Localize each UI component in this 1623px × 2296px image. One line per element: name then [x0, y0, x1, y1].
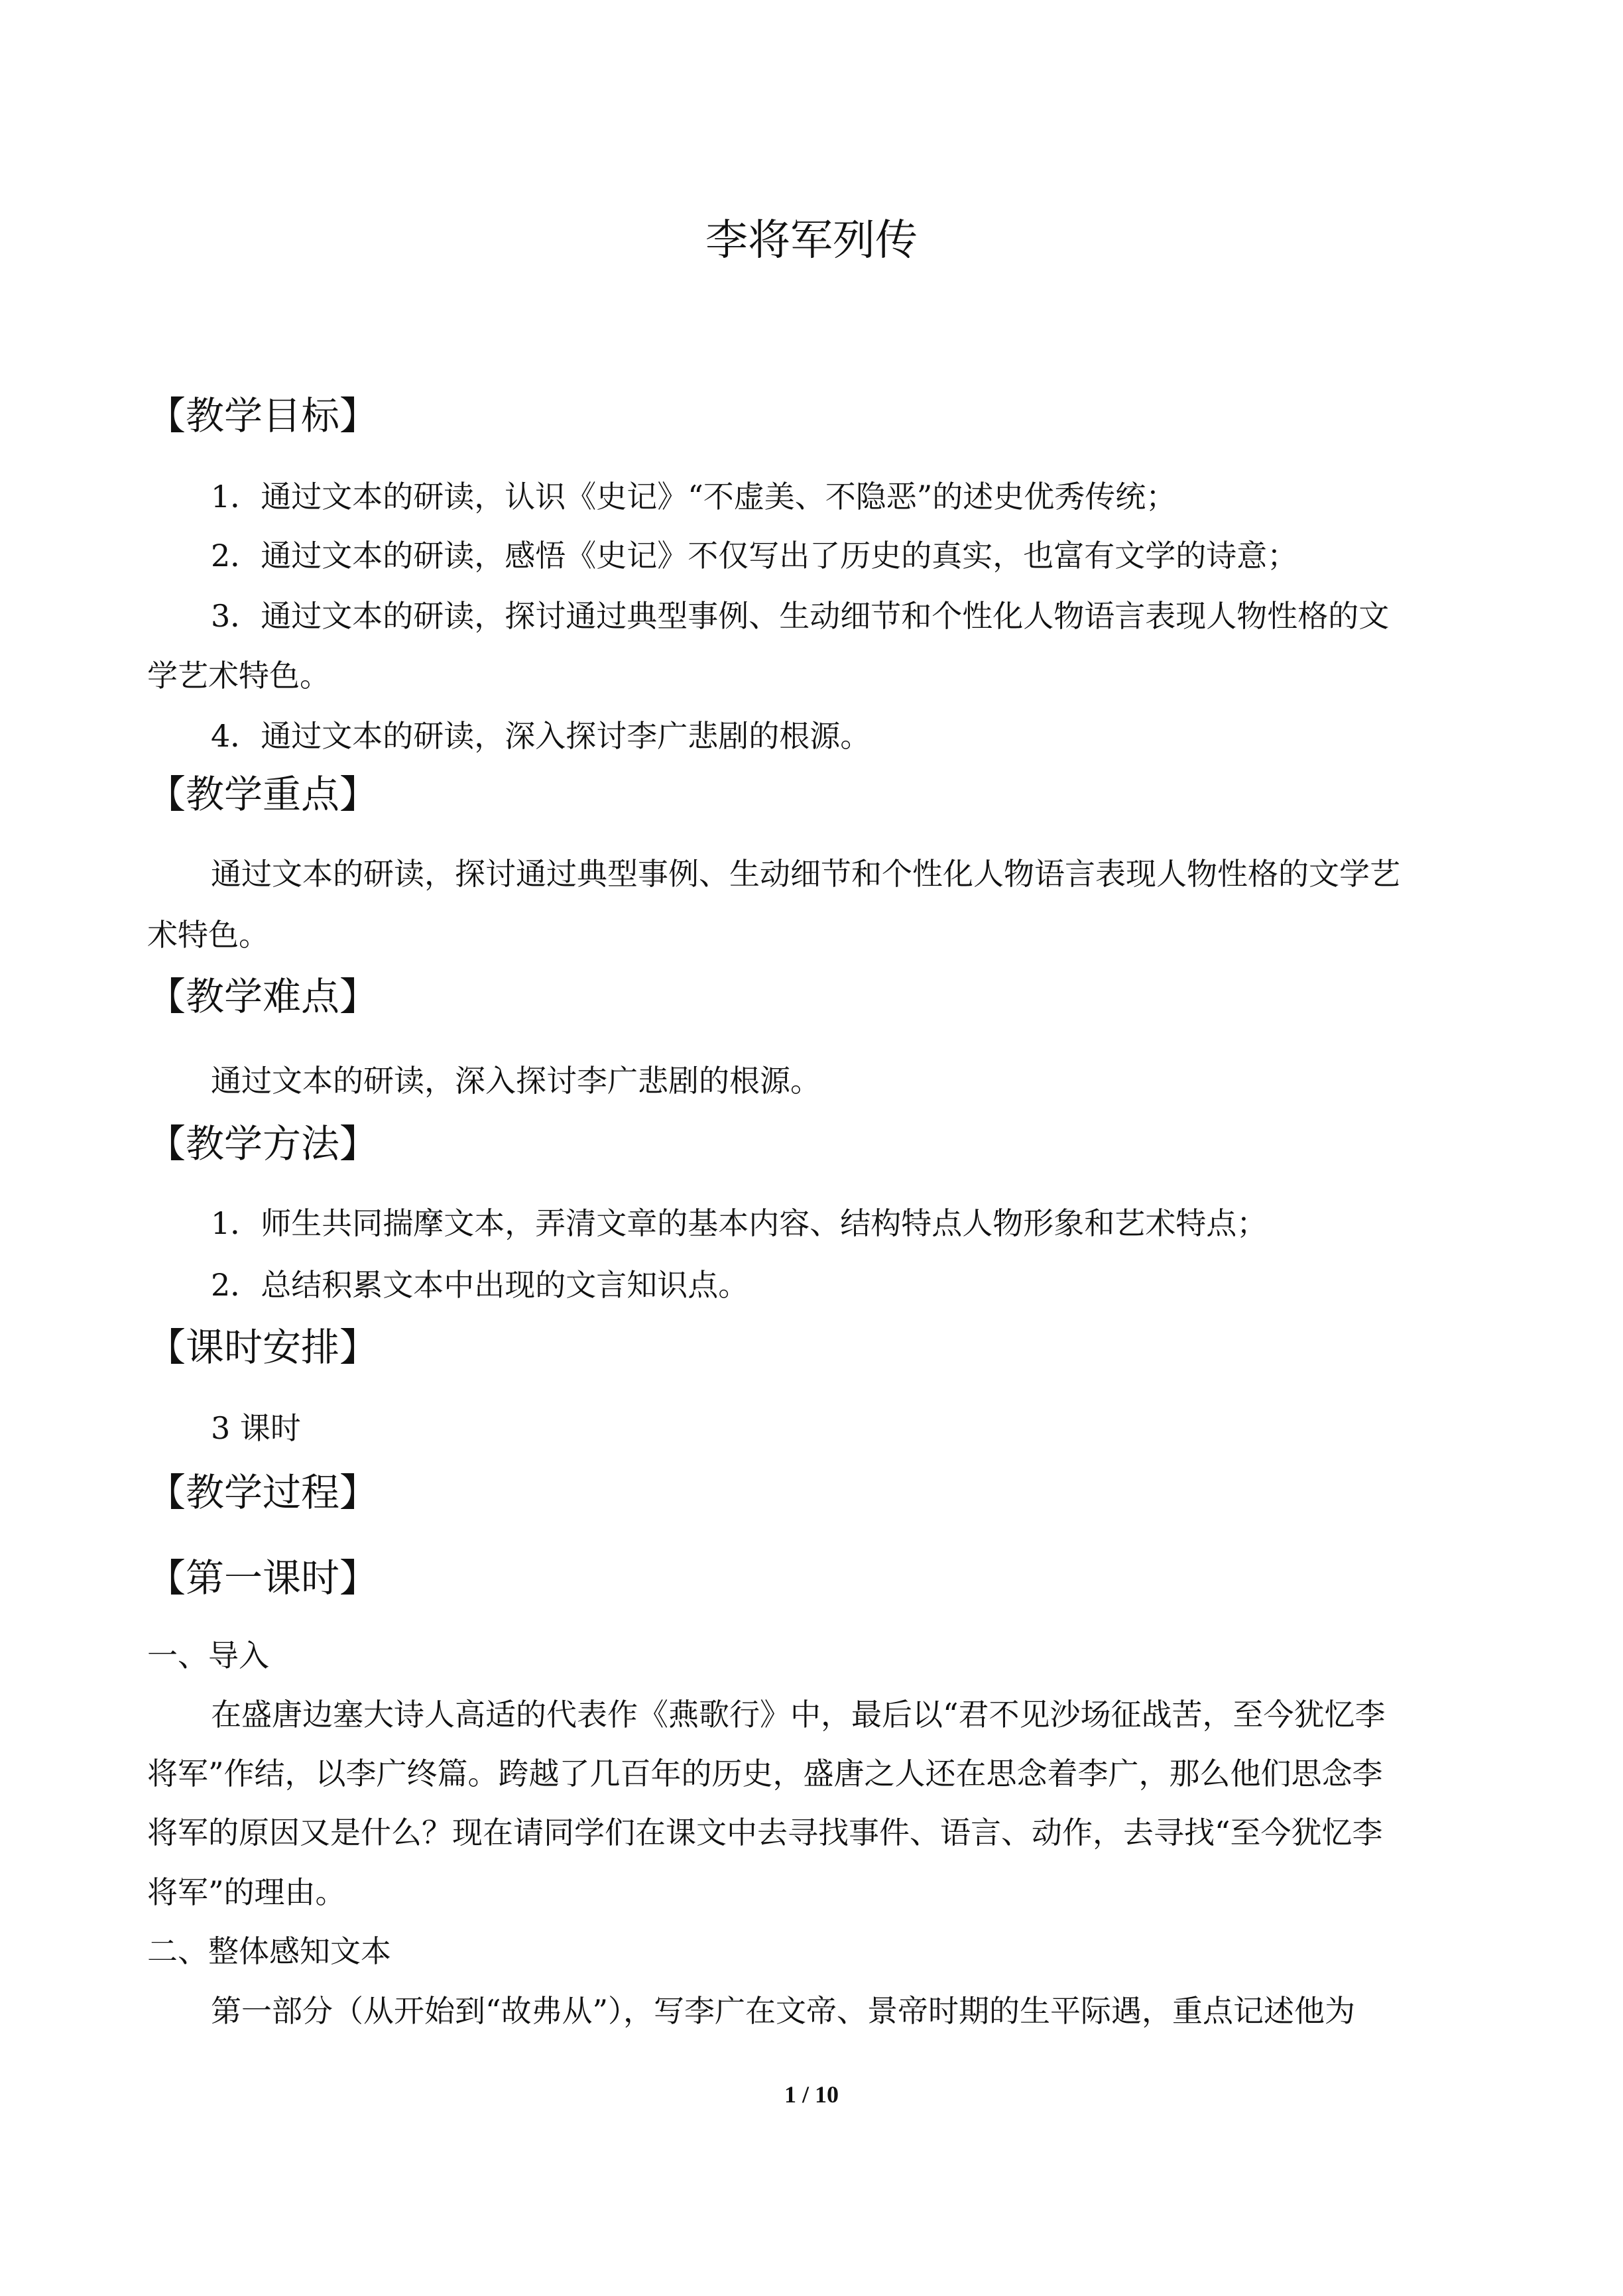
method-item-2: 2．总结积累文本中出现的文言知识点。 [211, 1267, 749, 1303]
goal-item-3-continued: 学艺术特色。 [147, 658, 330, 694]
intro-paragraph-line-2: 将军”作结，以李广终篇。跨越了几百年的历史，盛唐之人还在思念着李广，那么他们思念李 [147, 1756, 1383, 1791]
section-heading-methods: 【教学方法】 [147, 1121, 379, 1166]
goal-item-2: 2．通过文本的研读，感悟《史记》不仅写出了历史的真实，也富有文学的诗意； [211, 538, 1298, 574]
difficulties-line-1: 通过文本的研读，深入探讨李广悲剧的根源。 [211, 1063, 821, 1099]
key-points-line-1: 通过文本的研读，探讨通过典型事例、生动细节和个性化人物语言表现人物性格的文学艺 [211, 856, 1400, 892]
intro-paragraph-line-4: 将军”的理由。 [147, 1874, 346, 1910]
intro-paragraph-line-3: 将军的原因又是什么？现在请同学们在课文中去寻找事件、语言、动作，去寻找“至今犹忆李 [147, 1815, 1383, 1850]
method-item-1: 1．师生共同揣摩文本，弄清文章的基本内容、结构特点人物形象和艺术特点； [211, 1205, 1268, 1241]
section-heading-key-points: 【教学重点】 [147, 772, 379, 817]
section-heading-schedule: 【课时安排】 [147, 1325, 379, 1370]
goal-item-1: 1．通过文本的研读，认识《史记》“不虚美、不隐恶”的述史优秀传统； [211, 479, 1177, 514]
section-heading-difficulties: 【教学难点】 [147, 974, 379, 1019]
subheading-overall-perception: 二、整体感知文本 [147, 1933, 391, 1969]
intro-paragraph-line-1: 在盛唐边塞大诗人高适的代表作《燕歌行》中，最后以“君不见沙场征战苦，至今犹忆李 [211, 1697, 1386, 1732]
page-title: 李将军列传 [705, 216, 918, 265]
page-number: 1 / 10 [784, 2081, 839, 2108]
goal-item-3: 3．通过文本的研读，探讨通过典型事例、生动细节和个性化人物语言表现人物性格的文 [211, 598, 1390, 634]
overall-paragraph-line-1: 第一部分（从开始到“故弗从”），写李广在文帝、景帝时期的生平际遇，重点记述他为 [211, 1993, 1356, 2029]
section-heading-process: 【教学过程】 [147, 1470, 379, 1515]
key-points-line-2: 术特色。 [147, 917, 269, 953]
schedule-line-1: 3 课时 [211, 1410, 301, 1446]
goal-item-4: 4．通过文本的研读，深入探讨李广悲剧的根源。 [211, 718, 871, 754]
section-heading-lesson-1: 【第一课时】 [147, 1555, 379, 1601]
section-heading-goals: 【教学目标】 [147, 393, 379, 438]
subheading-introduction: 一、导入 [147, 1638, 269, 1673]
